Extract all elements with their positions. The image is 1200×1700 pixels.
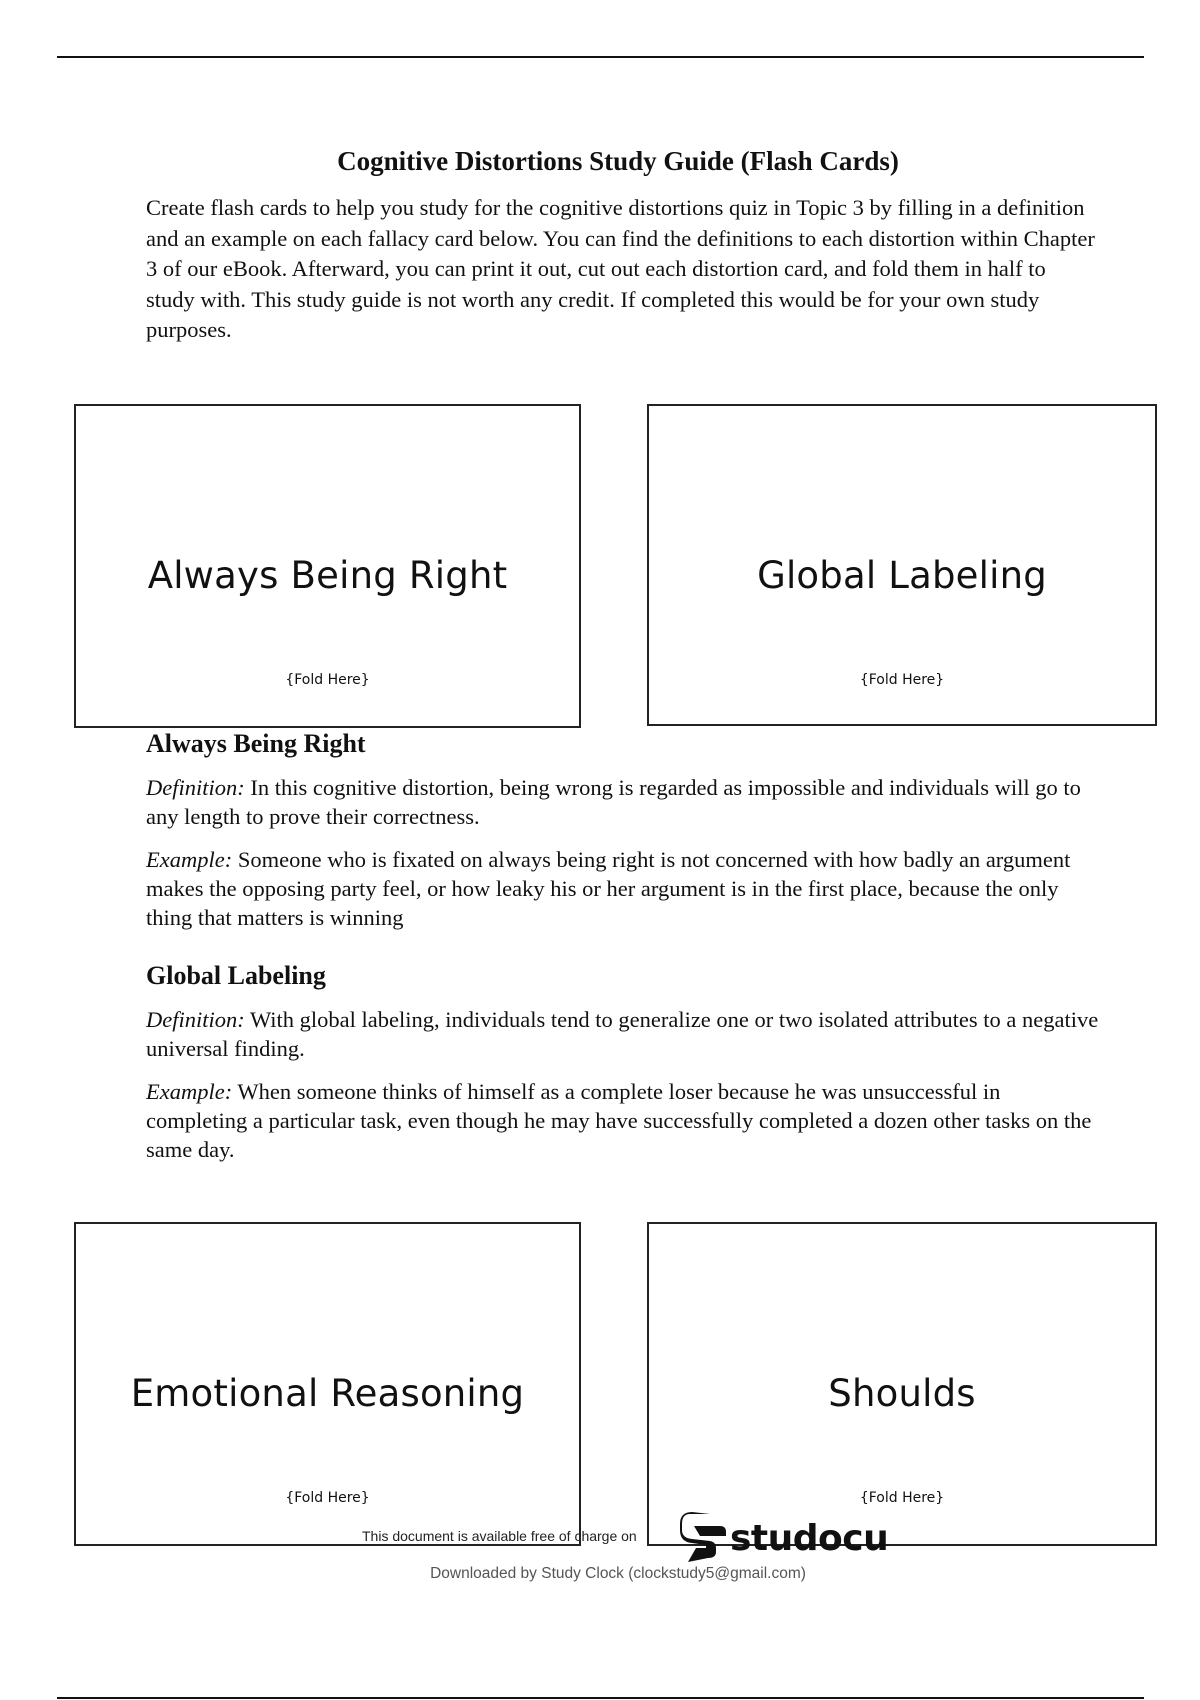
- studocu-logo-icon: [680, 1512, 726, 1564]
- example-label: Example:: [146, 847, 233, 872]
- bottom-rule: [57, 1697, 1144, 1699]
- flash-card-always-being-right: [74, 404, 581, 728]
- card-title: Shoulds: [828, 1372, 976, 1415]
- example-label: Example:: [146, 1079, 233, 1104]
- definition-label: Definition:: [146, 775, 245, 800]
- example-text: Someone who is fixated on always being right is not concerned with how badly an argument makes the opposing party feel, or how leaky his or her argument is in the first place, because the only thing that matters is winning: [146, 847, 1071, 930]
- fold-label: {Fold Here}: [859, 672, 945, 688]
- fold-label: {Fold Here}: [859, 1490, 945, 1506]
- fold-label: {Fold Here}: [285, 1490, 370, 1506]
- flash-card-emotional-reasoning: [74, 1222, 581, 1546]
- studocu-logo[interactable]: [680, 1512, 888, 1564]
- card-title: Emotional Reasoning: [130, 1372, 525, 1415]
- definition-label: Definition:: [146, 1007, 245, 1032]
- definition-text: With global labeling, individuals tend to generalize one or two isolated attributes to a negative universal finding.: [146, 1007, 1099, 1061]
- page-title: Cognitive Distortions Study Guide (Flash Cards): [337, 146, 899, 176]
- example-paragraph: [146, 1077, 1101, 1164]
- intro-paragraph: Create flash cards to help you study for the cognitive distortions quiz in Topic 3 by filling in a definition and an example on each fallacy card below. You can find the definitions to each distortion within Chapter 3 of our eBook. Afterward, you can print it out, cut out each distortion card, and fold them in half to study with. This study guide is not worth any credit. If completed this would be for your own study purposes.: [146, 195, 1095, 342]
- example-paragraph: [146, 845, 1101, 932]
- top-rule: [57, 56, 1144, 58]
- definition-paragraph: [146, 773, 1101, 831]
- available-notice: This document is available free of charge on: [362, 1528, 637, 1544]
- section-always-being-right: [146, 729, 1101, 946]
- definition-text: In this cognitive distortion, being wrong is regarded as impossible and individuals will go to any length to prove their correctness.: [146, 775, 1081, 829]
- fold-label: {Fold Here}: [285, 672, 370, 688]
- example-text: When someone thinks of himself as a complete loser because he was unsuccessful in completing a particular task, even though he may have successfully completed a dozen other tasks on the same day.: [146, 1079, 1092, 1162]
- card-title: Global Labeling: [757, 554, 1047, 597]
- card-title: Always Being Right: [147, 554, 508, 597]
- section-heading: Always Being Right: [146, 729, 366, 758]
- section-heading: Global Labeling: [146, 961, 326, 990]
- downloaded-notice: Downloaded by Study Clock (clockstudy5@gmail.com): [430, 1565, 806, 1582]
- studocu-wordmark: studocu: [730, 1517, 889, 1559]
- flash-card-shoulds: [647, 1222, 1157, 1546]
- definition-paragraph: [146, 1005, 1101, 1063]
- flash-card-global-labeling: [647, 404, 1157, 726]
- section-global-labeling: [146, 961, 1101, 1178]
